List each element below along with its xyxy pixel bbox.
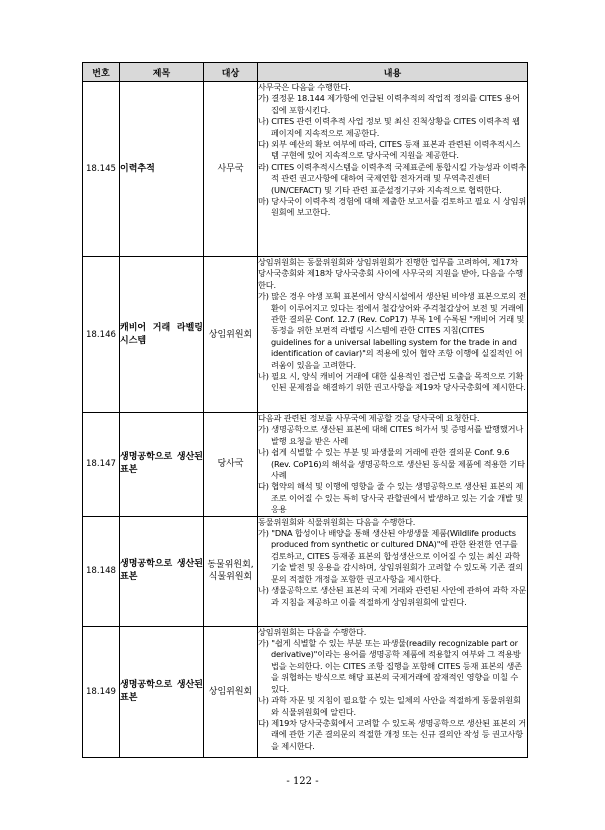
decision-number: 18.148 bbox=[83, 516, 120, 626]
decision-title: 이력추적 bbox=[120, 82, 204, 257]
content-intro: 상임위원회는 다음을 수행한다. bbox=[258, 626, 367, 637]
decision-title: 생명공학으로 생산된 표본 bbox=[120, 413, 204, 517]
decision-title: 캐비어 거래 라벨링 시스템 bbox=[120, 257, 204, 413]
content-item: 라) CITES 이력추적시스템을 이력추적 국제표준에 통합시킬 가능성과 이력추적 관련 권고사항에 대하여 국제연합 전자거래 및 무역촉진센터(UN/CEFACT) 및 기타 관련 표준설정기구와 지속적으로 협력한다. bbox=[258, 161, 526, 195]
content-intro: 다음과 관련된 정보를 사무국에 제공할 것을 당사국에 요청한다. bbox=[258, 413, 480, 423]
content-intro: 동물위원회와 식물위원회는 다음을 수행한다. bbox=[258, 516, 416, 527]
decision-content bbox=[258, 82, 528, 257]
decision-content bbox=[258, 626, 528, 757]
decision-title: 생명공학으로 생산된 표본 bbox=[120, 626, 204, 757]
content-item: 나) CITES 관련 이력추적 사업 정보 및 최신 진척상황을 CITES 이력추적 웹페이지에 지속적으로 제공한다. bbox=[258, 116, 520, 138]
decision-content bbox=[258, 257, 528, 413]
content-item: 가) 결정문 18.144 제가항에 언급된 이력추적의 작업적 정의를 CITES 용어집에 포함시킨다. bbox=[258, 93, 520, 115]
content-item: 가) "DNA 합성이나 배양을 통해 생산된 야생생물 제품(Wildlife products produced from synthetic or cultured DNA)"에 관한 완전한 연구를 검토하고, CITES 등재종 표본의 합성생산으로 이어질 수 있는 최신 과학 기술 발전 및 응용을 감시하며, 상임위원회가 고려할 수 있도록 기존 결의문의 적절한 개정을 포함한 권고사항을 제시한다. bbox=[258, 528, 523, 584]
decision-content bbox=[258, 413, 528, 517]
header-num: 번호 bbox=[83, 63, 120, 82]
content-item: 가) 많은 경우 야생 포획 표본에서 양식시설에서 생산된 비야생 표본으로의 전환이 이루어지고 있다는 점에서 철갑상어와 주걱철갑상어 보전 및 거래에 관한 결의문 Conf. 12.7 (Rev. CoP17) 부록 1에 수록된 "캐비어 거래 및 동정을 위한 보편적 라벨링 시스템에 관한 CITES 지침(CITES guidelines for a universal labelling system for the trade in and identification of caviar)"의 적용에 있어 협약 조항 이행에 실질적인 어려움이 있음을 고려한다. bbox=[258, 291, 527, 370]
decision-number: 18.147 bbox=[83, 413, 120, 517]
decision-number: 18.149 bbox=[83, 626, 120, 757]
content-intro: 상임위원회는 동물위원회와 상임위원회가 진행한 업무를 고려하여, 제17차 당사국총회와 제18차 당사국총회 사이에 사무국의 지원을 받아, 다음을 수행한다. bbox=[258, 257, 523, 290]
table-row bbox=[83, 413, 528, 517]
content-item: 나) 과학 자문 및 지침이 필요할 수 있는 일체의 사안을 적절하게 동물위원회와 식물위원회에 알린다. bbox=[258, 695, 521, 717]
content-item: 나) 쉽게 식별할 수 있는 부분 및 파생물의 거래에 관한 결의문 Conf. 9.6 (Rev. CoP16)의 해석을 생명공학으로 생산된 동식물 제품에 적용한 기타 사례 bbox=[258, 447, 525, 481]
decision-title: 생명공학으로 생산된 표본 bbox=[120, 516, 204, 626]
decision-content bbox=[258, 516, 528, 626]
content-item: 가) 생명공학으로 생산된 표본에 대해 CITES 허가서 및 증명서를 발행했거나 발행 요청을 받은 사례 bbox=[258, 424, 524, 446]
decision-target: 사무국 bbox=[204, 82, 258, 257]
table-row bbox=[83, 626, 528, 757]
table-header-row bbox=[83, 63, 528, 82]
decision-number: 18.146 bbox=[83, 257, 120, 413]
content-item: 가) "쉽게 식별할 수 있는 부분 또는 파생물(readily recognizable part or derivative)"이라는 용어를 생명공학 제품에 적용할지 여부와 그 적용방법을 논의한다. 이는 CITES 조항 집행을 포함해 CITES 등재 표본의 생존을 위협하는 방식으로 해당 표본의 국제거래에 잠재적인 영향을 미칠 수 있다. bbox=[258, 638, 522, 694]
decision-target: 상임위원회 bbox=[204, 257, 258, 413]
header-content: 내용 bbox=[258, 63, 528, 82]
content-item: 마) 당사국이 이력추적 경험에 대해 제출한 보고서를 검토하고 필요 시 상임위원회에 보고한다. bbox=[258, 196, 527, 218]
decision-target: 동물위원회, 식물위원회 bbox=[204, 516, 258, 626]
table-row bbox=[83, 516, 528, 626]
table-row bbox=[83, 82, 528, 257]
content-intro: 사무국은 다음을 수행한다. bbox=[258, 82, 351, 92]
content-item: 나) 생물공학으로 생산된 표본의 국제 거래와 관련된 사안에 관하여 과학 자문과 지침을 제공하고 이를 적절하게 상임위원회에 알린다. bbox=[258, 585, 527, 607]
content-item: 다) 제19차 당사국총회에서 고려할 수 있도록 생명공학으로 생산된 표본의 거래에 관한 기존 결의문의 적절한 개정 또는 신규 결의안 작성 등 권고사항을 제시한다. bbox=[258, 717, 527, 751]
decision-target: 당사국 bbox=[204, 413, 258, 517]
content-item: 다) 협약의 해석 및 이행에 영향을 줄 수 있는 생명공학으로 생산된 표본의 제조로 이어질 수 있는 특히 당사국 관할권에서 발생하고 있는 기술 개발 및 응용 bbox=[258, 481, 524, 515]
content-item: 나) 필요 시, 양식 캐비어 거래에 대한 실용적인 접근법 도출을 목적으로 기확인된 문제점을 해결하기 위한 권고사항을 제19차 당사국총회에 제시한다. bbox=[258, 371, 526, 393]
header-title: 제목 bbox=[120, 63, 204, 82]
page-number: - 122 - bbox=[286, 776, 319, 787]
content-item: 다) 외부 예산의 확보 여부에 따라, CITES 등재 표본과 관련된 이력추적시스템 구현에 있어 지속적으로 당사국에 지원을 제공한다. bbox=[258, 139, 521, 161]
decisions-table bbox=[82, 62, 528, 758]
decision-target: 상임위원회 bbox=[204, 626, 258, 757]
table-row bbox=[83, 257, 528, 413]
header-target: 대상 bbox=[204, 63, 258, 82]
decision-number: 18.145 bbox=[83, 82, 120, 257]
